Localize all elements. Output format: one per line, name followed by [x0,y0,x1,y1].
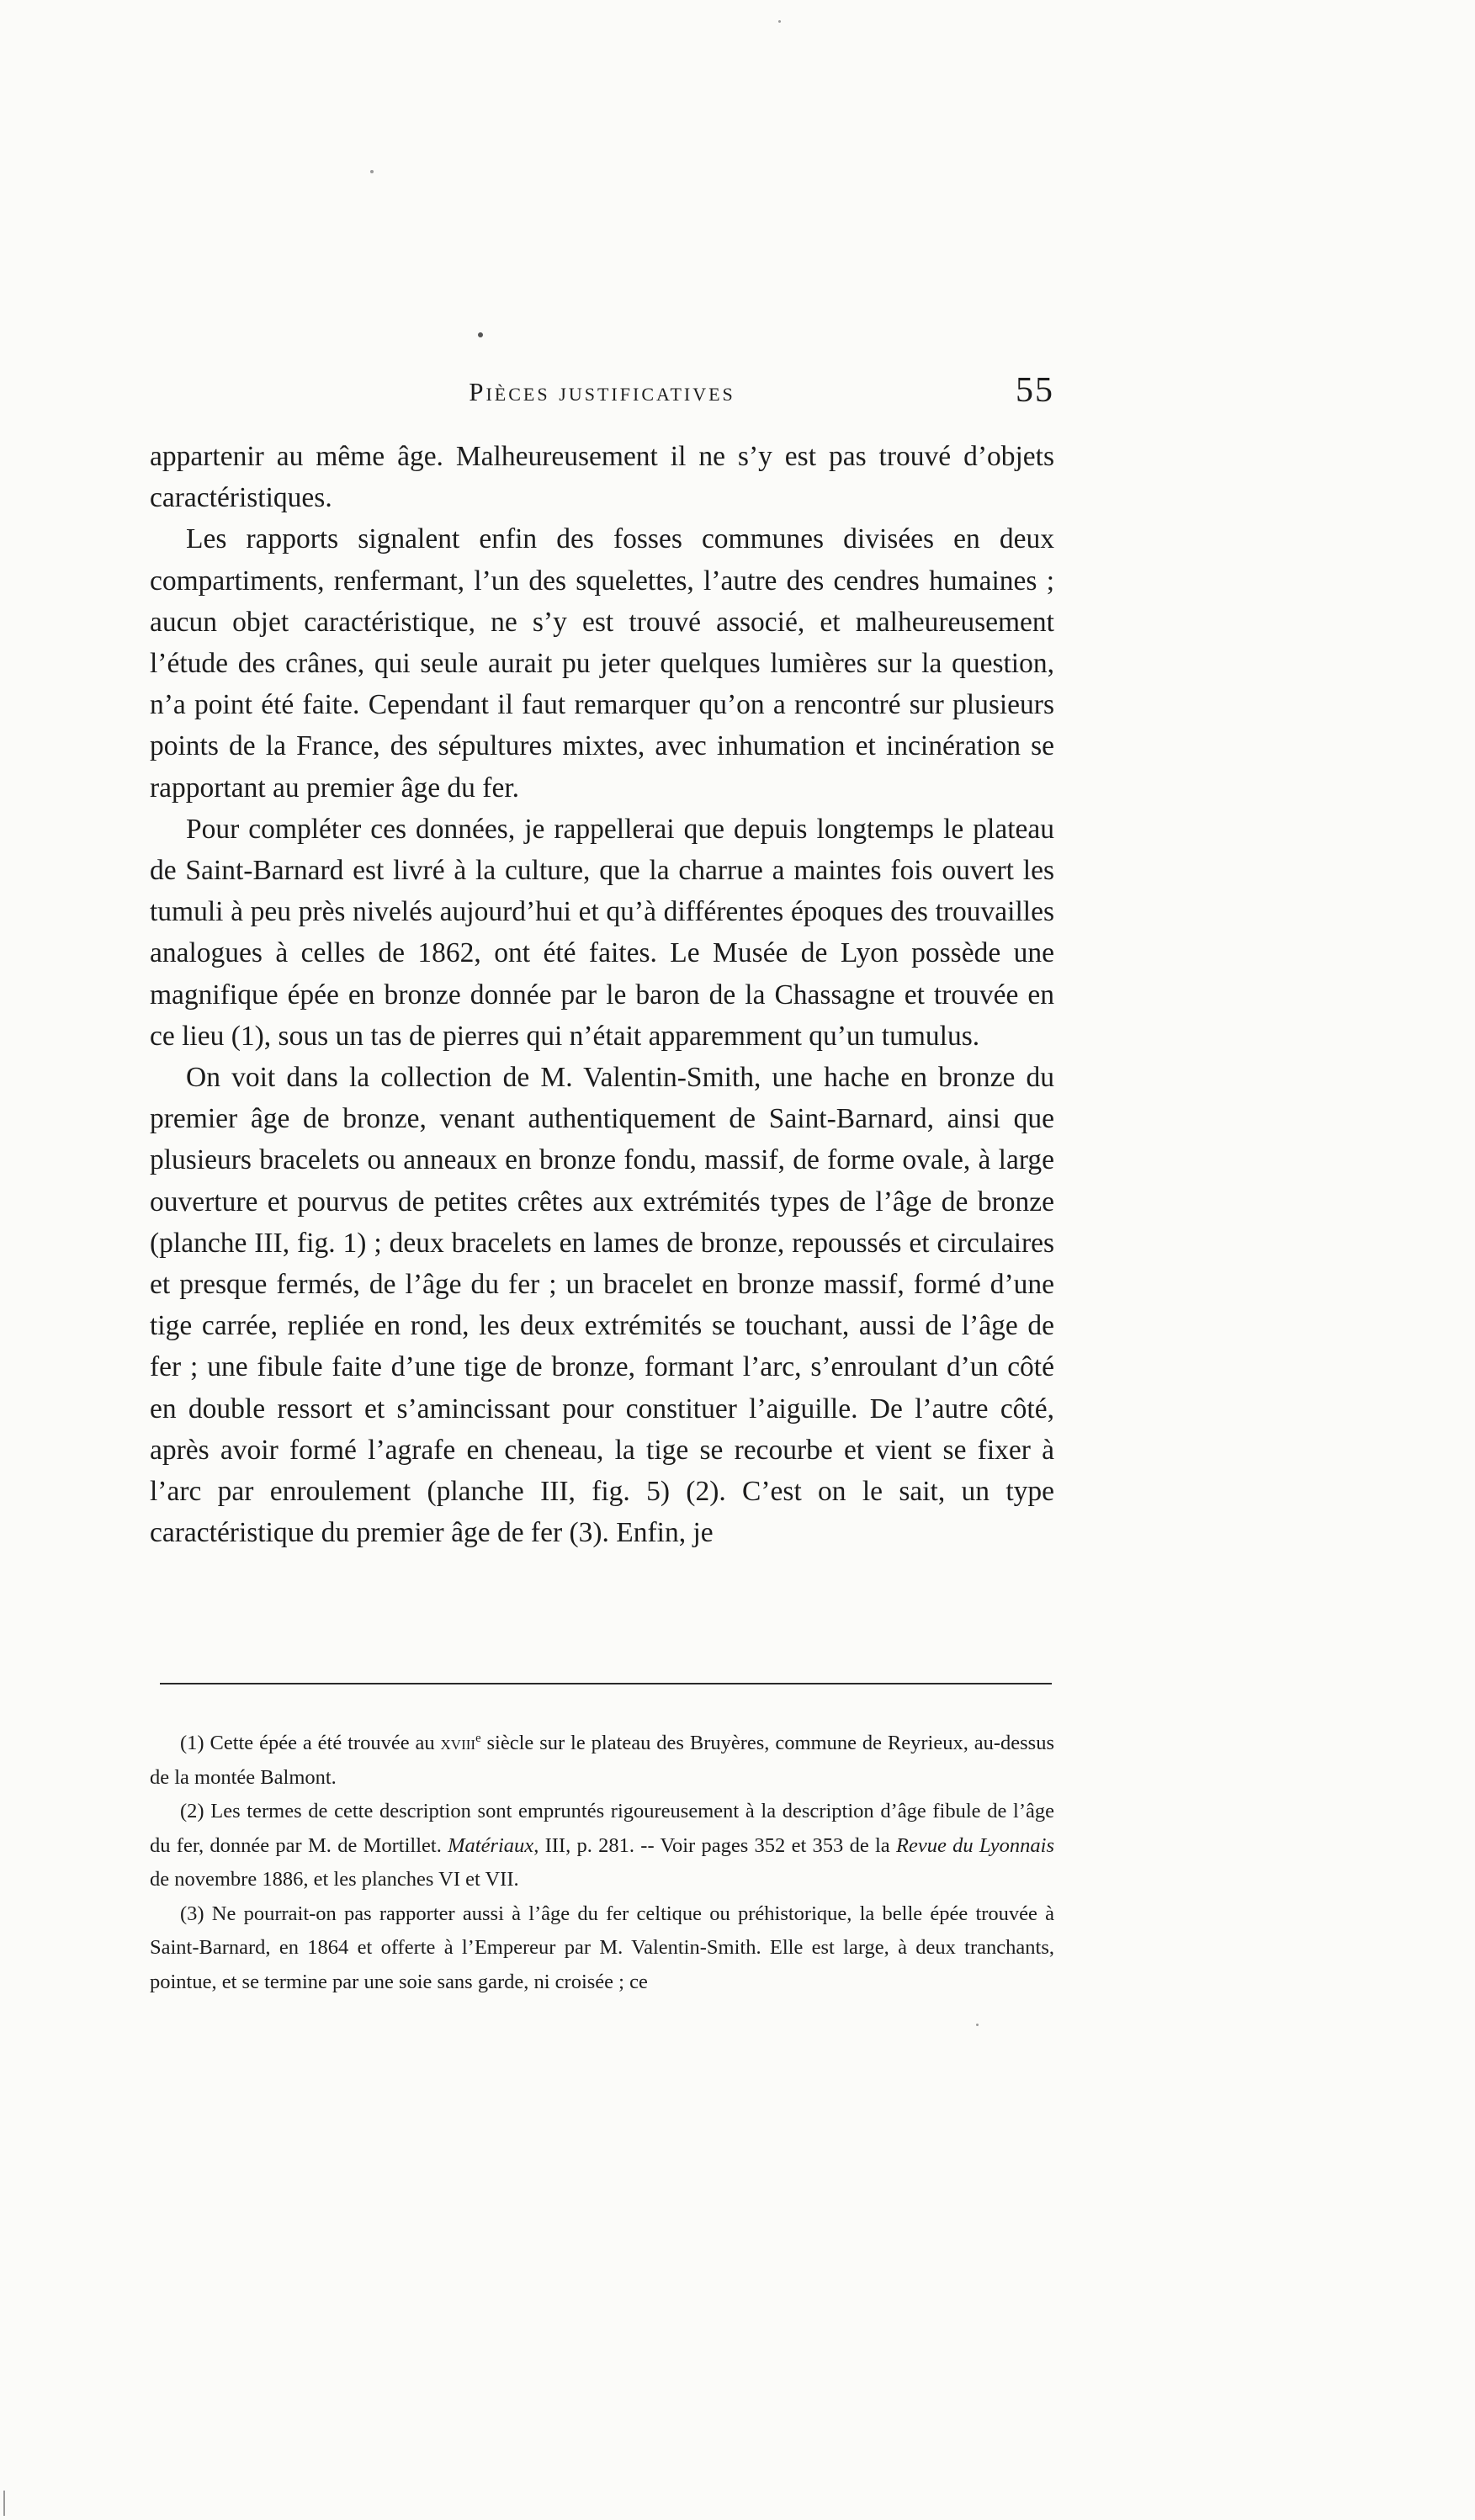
body-text [150,436,1054,1553]
page-header [150,370,1054,421]
scan-speck [478,332,483,337]
paragraph: Les rapports signalent enfin des fosses communes divisées en deux compartiments, renfermant, l’un des squelettes, l’autre des cendres humaines ; aucun objet caractéristique, ne s’y est trouvé associé, et malheureusement l’étude des crânes, qui seule aurait pu jeter quelques lumières sur la question, n’a point été faite. Cependant il faut remarquer qu’on a rencontré sur plusieurs points de la France, des sépultures mixtes, avec inhumation et incinération se rapportant au premier âge du fer. [150,523,1054,804]
paragraph: On voit dans la collection de M. Valentin-Smith, une hache en bronze du premier âge de bronze, venant authentiquement de Saint-Barnard, ainsi que plusieurs bracelets ou anneaux en bronze fondu, massif, de forme ovale, à large ouverture et pourvus de petites crêtes aux extrémités types de l’âge de bronze (planche III, fig. 1) ; deux bracelets en lames de bronze, repoussés et circulaires et presque fermés, de l’âge du fer ; un bracelet en bronze massif, formé d’une tige carrée, repliée en rond, les deux extrémités se touchant, aussi de l’âge de fer ; une fibule faite d’une tige de bronze, formant l’arc, s’enroulant d’un côté en double ressort et s’amincissant pour constituer l’aiguille. De l’autre côté, après avoir formé l’agrafe en cheneau, la tige se recourbe et vient se fixer à l’arc par enroulement (planche III, fig. 5) (2). C’est on le sait, un type caractéristique du premier âge de fer (3). Enfin, je [150,1062,1054,1549]
footnote-text: , III, p. 281. -- Voir pages 352 et 353 de la [533,1833,896,1857]
footnote-text: siècle sur le plateau des Bruyères, commune de Reyrieux, au-dessus de la montée Balmont. [150,1732,1054,1789]
page-number: 55 [1016,371,1054,410]
scan-speck [3,2491,5,2516]
footnote-2 [150,1795,1054,1897]
paragraph: appartenir au même âge. Malheureusement il ne s’y est pas trouvé d’objets caractéristiques. [150,441,1054,514]
century-numeral: xviii [440,1732,476,1754]
scan-speck [370,170,374,173]
cited-title: Matériaux [448,1833,534,1857]
footnote-1 [150,1727,1054,1795]
scan-speck [778,20,781,23]
footnote-3: (3) Ne pourrait-on pas rapporter aussi à l’âge du fer celtique ou préhistorique, la belle épée trouvée à Saint-Barnard, en 1864 et offerte à l’Empereur par M. Valentin-Smith. Elle est large, à deux tranchants, pointue, et se termine par une soie sans garde, ni croisée ; ce [150,1902,1054,1993]
century-superscript: e [475,1731,481,1745]
cited-title: Revue du Lyonnais [895,1833,1055,1857]
footnote-text: de novembre 1886, et les planches VI et VII. [150,1868,519,1891]
footnote-separator [160,1683,1052,1684]
scan-speck [976,2024,979,2026]
running-title: Pièces justificatives [469,377,735,406]
footnote-text: (1) Cette épée a été trouvée au [180,1732,441,1754]
footnotes [150,1727,1054,1999]
footnote-text: (2) Les termes de cette description sont empruntés rigoureusement à la description d’âge fibule de l’âge du fer, donnée par M. de Mortillet. [150,1800,1054,1857]
paragraph: Pour compléter ces données, je rappellerai que depuis longtemps le plateau de Saint-Barnard est livré à la culture, que la charrue a maintes fois ouvert les tumuli à peu près nivelés aujourd’hui et qu’à différentes époques des trouvailles analogues à celles de 1862, ont été faites. Le Musée de Lyon possède une magnifique épée en bronze donnée par le baron de la Chassagne et trouvée en ce lieu (1), sous un tas de pierres qui n’était apparemment qu’un tumulus. [150,813,1054,1052]
